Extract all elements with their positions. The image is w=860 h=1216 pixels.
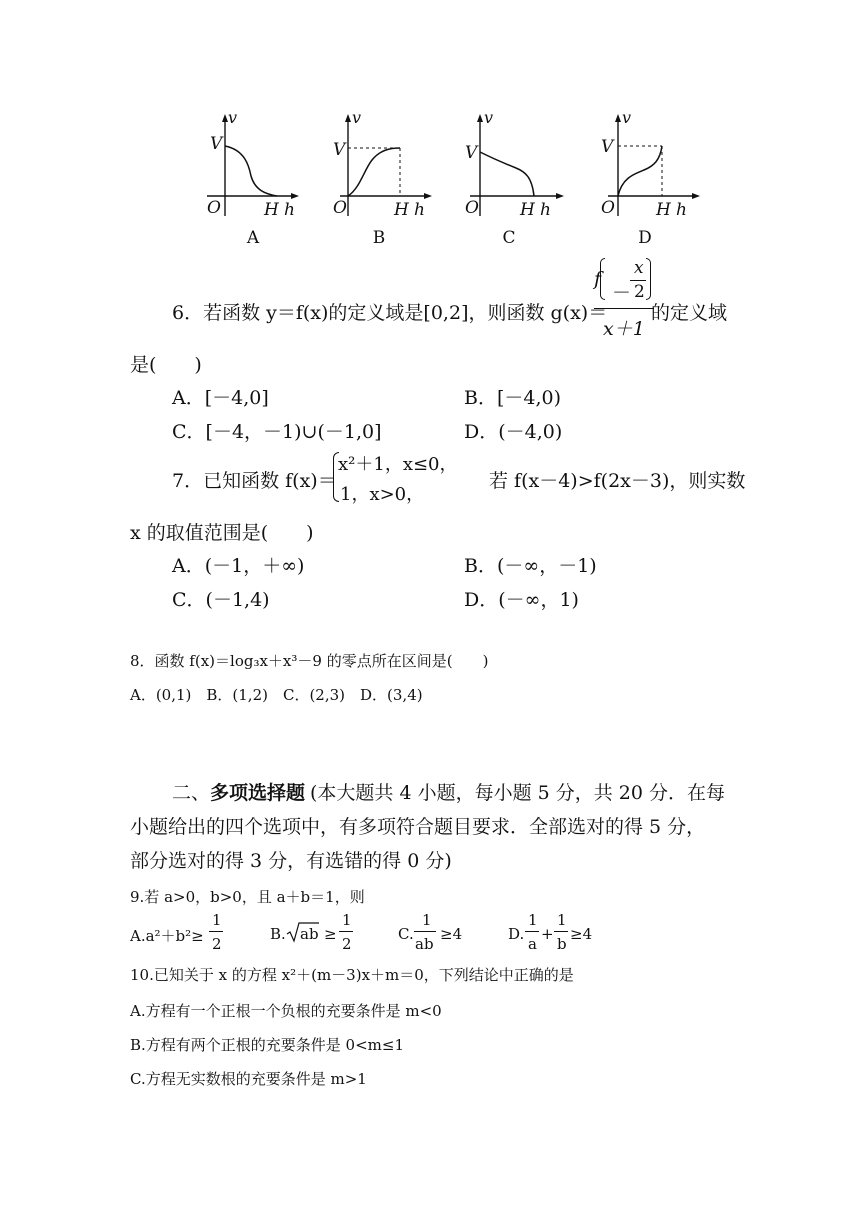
q6-numerator-minus: －	[612, 282, 632, 304]
graph-d-h-label: h	[676, 200, 687, 220]
q7-stem-suffix: 若 f(x－4)>f(2x－3)，则实数	[489, 470, 746, 492]
q9-b-lead: B.	[270, 925, 286, 943]
graph-d-origin: O	[601, 198, 615, 218]
q9-c-den: ab	[415, 935, 434, 953]
section-2-title: 多项选择题	[210, 782, 306, 804]
graph-c-H-label: H	[520, 200, 535, 220]
q7-option-a[interactable]: A．(－1，＋∞)	[172, 555, 305, 577]
q6-option-d[interactable]: D．(－4,0)	[464, 421, 563, 443]
q9-d-den-1: a	[528, 935, 537, 953]
q9-d-lead: D.	[508, 925, 525, 943]
q6-option-c[interactable]: C．[－4，－1)∪(－1,0]	[172, 421, 382, 443]
graph-c-h-label: h	[540, 200, 551, 220]
graph-a-h-label: h	[284, 200, 295, 220]
q8-stem: 8．函数 f(x)＝log₃x＋x³－9 的零点所在区间是( )	[130, 652, 489, 670]
q6-left-paren	[600, 258, 605, 300]
graph-a-H-label: H	[264, 200, 279, 220]
q6-numerator-x: x	[634, 258, 644, 278]
q10-stem: 10.已知关于 x 的方程 x²＋(m－3)x＋m＝0，下列结论中正确的是	[130, 966, 574, 984]
q9-b-radicand: ab	[300, 925, 319, 943]
graph-a-origin: O	[207, 198, 221, 218]
q7-option-b[interactable]: B．(－∞，－1)	[464, 555, 597, 577]
q10-option-b[interactable]: B.方程有两个正根的充要条件是 0<m≤1	[130, 1036, 405, 1054]
graph-c-v-label: v	[484, 108, 494, 127]
q9-c-lead: C.	[398, 925, 414, 943]
q9-b-ge: ≥	[324, 925, 337, 943]
q7-case-2: 1，x>0，	[340, 484, 425, 505]
q9-d-den-2: b	[557, 935, 567, 953]
graph-b-caption: B	[372, 228, 386, 248]
q9-d-bar-2	[554, 931, 568, 932]
q7-case-1: x²＋1，x≤0，	[338, 454, 458, 475]
q8-options[interactable]: A．(0,1) B．(1,2) C．(2,3) D．(3,4)	[130, 686, 423, 704]
q6-numerator-2: 2	[634, 282, 645, 302]
q9-c-tail: ≥4	[440, 925, 463, 943]
q9-a-lead: A.a²＋b²≥	[130, 927, 204, 945]
section-2-line-2: 小题给出的四个选项中，有多项符合题目要求．全部选对的得 5 分，	[130, 816, 706, 838]
graph-d-V-label: V	[601, 137, 614, 157]
q9-c-bar	[414, 931, 436, 932]
graph-b-V-label: V	[333, 140, 346, 160]
q7-stem-continued: x 的取值范围是( )	[130, 522, 314, 544]
graph-a-caption: A	[246, 228, 260, 248]
q9-c-num: 1	[422, 911, 432, 929]
graph-a-V-label: V	[210, 134, 223, 154]
graph-b-h-label: h	[414, 200, 425, 220]
q6-main-fraction-bar	[594, 308, 654, 309]
q9-d-tail: ≥4	[570, 925, 593, 943]
graph-b-origin: O	[333, 198, 347, 218]
q6-stem-suffix: 的定义域	[651, 302, 728, 324]
graph-c-V-label: V	[465, 143, 478, 163]
q6-option-b[interactable]: B．[－4,0)	[464, 387, 562, 409]
q9-stem: 9.若 a>0，b>0，且 a＋b＝1，则	[130, 888, 365, 906]
graph-a-v-label: v	[228, 108, 238, 127]
graph-d-caption: D	[638, 228, 652, 248]
q7-option-c[interactable]: C．(－1,4)	[172, 589, 270, 611]
graph-d-H-label: H	[656, 200, 671, 220]
graph-b-v-label: v	[352, 108, 362, 127]
q6-stem-continued: 是( )	[130, 354, 202, 376]
graph-c-origin: O	[465, 198, 479, 218]
graph-d-v-label: v	[622, 108, 632, 127]
graph-c-caption: C	[502, 228, 516, 248]
q9-b-num: 1	[342, 911, 352, 929]
section-2-line-1: (本大题共 4 小题，每小题 5 分，共 20 分．在每	[310, 782, 726, 804]
q9-a-num: 1	[212, 911, 222, 929]
section-2-line-3: 部分选对的得 3 分，有选错的得 0 分)	[130, 850, 452, 872]
q6-right-paren	[646, 258, 651, 300]
q9-d-num-1: 1	[528, 911, 538, 929]
q7-option-d[interactable]: D．(－∞，1)	[464, 589, 579, 611]
q6-denominator: x＋1	[603, 318, 645, 340]
q6-numerator-f: f	[594, 268, 602, 290]
q7-stem-prefix: 7．已知函数 f(x)＝	[172, 470, 337, 492]
graph-b-H-label: H	[394, 200, 409, 220]
q9-d-bar-1	[525, 931, 539, 932]
q9-a-bar	[209, 931, 223, 932]
q9-a-den: 2	[212, 935, 222, 953]
q10-option-c[interactable]: C.方程无实数根的充要条件是 m>1	[130, 1070, 367, 1088]
q9-b-den: 2	[342, 935, 352, 953]
q9-d-num-2: 1	[557, 911, 567, 929]
q9-b-bar	[339, 931, 353, 932]
q6-inner-fraction-bar	[630, 280, 646, 281]
q9-d-plus: +	[541, 925, 554, 943]
q6-option-a[interactable]: A．[－4,0]	[172, 387, 269, 409]
q10-option-a[interactable]: A.方程有一个正根一个负根的充要条件是 m<0	[130, 1002, 442, 1020]
q6-stem-prefix: 6．若函数 y＝f(x)的定义域是[0,2]，则函数 g(x)＝	[172, 302, 608, 324]
section-2-title-lead: 二、	[172, 782, 211, 804]
